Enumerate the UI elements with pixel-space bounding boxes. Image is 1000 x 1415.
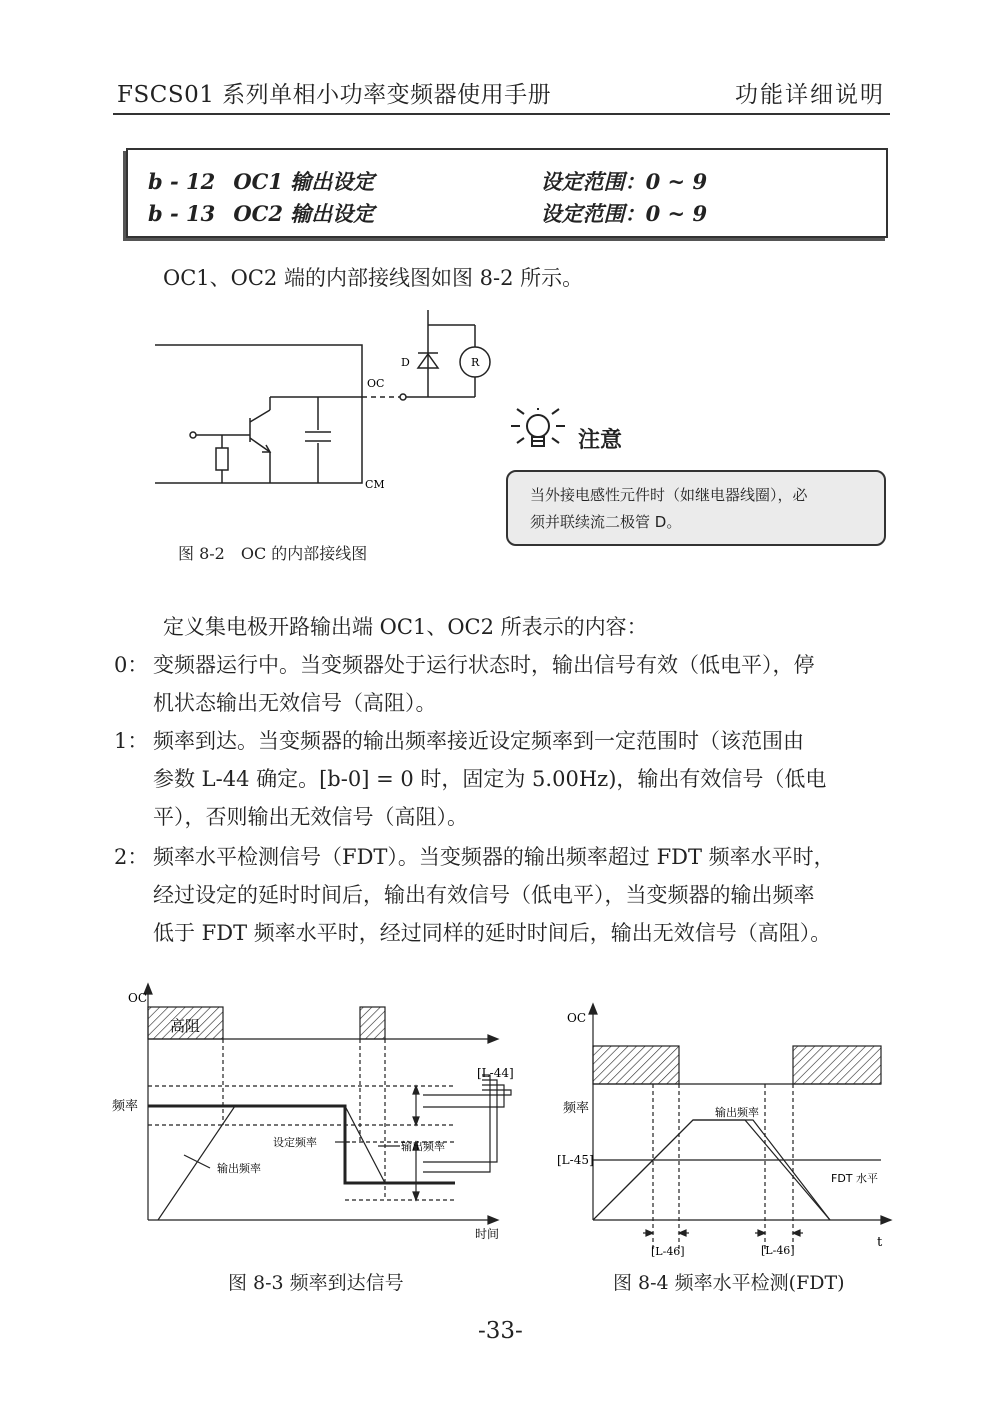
param-range: 设定范围：0 ~ 9 bbox=[540, 169, 708, 194]
l44-label: [L-44] bbox=[477, 1066, 514, 1080]
output-frequency-label-right: 输出频率 bbox=[401, 1140, 445, 1153]
oc-axis-label: OC bbox=[128, 991, 148, 1005]
item-number: 0： bbox=[114, 653, 149, 677]
l45-label: [L-45] bbox=[557, 1153, 594, 1167]
item-2-line: 低于 FDT 频率水平时，经过同样的延时时间后，输出无效信号（高阻）。 bbox=[153, 921, 832, 945]
item-2-line: 经过设定的延时时间后，输出有效信号（低电平），当变频器的输出频率 bbox=[153, 883, 815, 907]
high-z-label: 高阻 bbox=[170, 1017, 201, 1035]
param-name: OC2 输出设定 bbox=[233, 201, 375, 226]
lightbulb-icon bbox=[508, 408, 568, 453]
frequency-arrival-diagram bbox=[110, 980, 530, 1250]
page-number: -33- bbox=[478, 1318, 523, 1344]
time-axis-label: 时间 bbox=[475, 1227, 500, 1241]
item-1-line: 参数 L-44 确定。[b-0] = 0 时，固定为 5.00Hz)，输出有效信号（低电 bbox=[153, 767, 827, 791]
intro-text: OC1、OC2 端的内部接线图如图 8-2 所示。 bbox=[163, 266, 584, 290]
definition-intro: 定义集电极开路输出端 OC1、OC2 所表示的内容： bbox=[163, 615, 648, 639]
item-1-line: 平），否则输出无效信号（高阻）。 bbox=[153, 805, 468, 829]
section-title: 功能详细说明 bbox=[735, 82, 885, 108]
param-row-b12 bbox=[148, 166, 707, 196]
l46-label-right: [L-46] bbox=[761, 1244, 795, 1257]
param-row-b13 bbox=[148, 198, 707, 228]
output-frequency-label-left: 输出频率 bbox=[217, 1162, 261, 1175]
notice-title: 注意 bbox=[578, 428, 623, 453]
notice-line: 须并联续流二极管 D。 bbox=[530, 513, 682, 531]
param-code: b - 13 bbox=[148, 201, 216, 226]
oc-circuit-diagram bbox=[150, 300, 500, 515]
notice-line: 当外接电感性元件时（如继电器线圈），必 bbox=[530, 486, 808, 504]
frequency-label: 频率 bbox=[112, 1099, 139, 1114]
l46-label-left: [L-46] bbox=[651, 1245, 685, 1258]
set-frequency-label: 设定频率 bbox=[273, 1136, 317, 1149]
figure-8-2-caption: 图 8-2 OC 的内部接线图 bbox=[178, 544, 368, 563]
item-2-line: 频率水平检测信号（FDT）。当变频器的输出频率超过 FDT 频率水平时， bbox=[153, 845, 835, 869]
relay-label: R bbox=[471, 356, 480, 369]
diode-label: D bbox=[401, 356, 410, 369]
item-0-line: 机状态输出无效信号（高阻）。 bbox=[153, 691, 437, 715]
fdt-level-label: FDT 水平 bbox=[831, 1172, 879, 1185]
oc-axis-label: OC bbox=[567, 1011, 587, 1025]
manual-title: FSCS01 系列单相小功率变频器使用手册 bbox=[117, 82, 552, 108]
item-number: 2： bbox=[114, 845, 149, 869]
figure-8-3-caption: 图 8-3 频率到达信号 bbox=[228, 1272, 404, 1294]
oc-terminal-label: OC bbox=[367, 377, 385, 390]
fdt-detection-diagram bbox=[555, 1000, 895, 1260]
item-1-line: 频率到达。当变频器的输出频率接近设定频率到一定范围时（该范围由 bbox=[153, 729, 804, 753]
notice-box bbox=[506, 470, 886, 546]
parameter-box bbox=[126, 148, 888, 238]
param-code: b - 12 bbox=[148, 169, 216, 194]
param-range: 设定范围：0 ~ 9 bbox=[540, 201, 708, 226]
item-0-line: 变频器运行中。当变频器处于运行状态时，输出信号有效（低电平），停 bbox=[153, 653, 815, 677]
header-divider bbox=[113, 113, 890, 115]
output-frequency-label: 输出频率 bbox=[715, 1106, 759, 1119]
time-axis-label: t bbox=[877, 1235, 883, 1250]
frequency-label: 频率 bbox=[563, 1101, 590, 1116]
item-number: 1： bbox=[114, 729, 149, 753]
cm-terminal-label: CM bbox=[365, 478, 385, 491]
param-name: OC1 输出设定 bbox=[233, 169, 375, 194]
figure-8-4-caption: 图 8-4 频率水平检测(FDT) bbox=[613, 1272, 845, 1294]
